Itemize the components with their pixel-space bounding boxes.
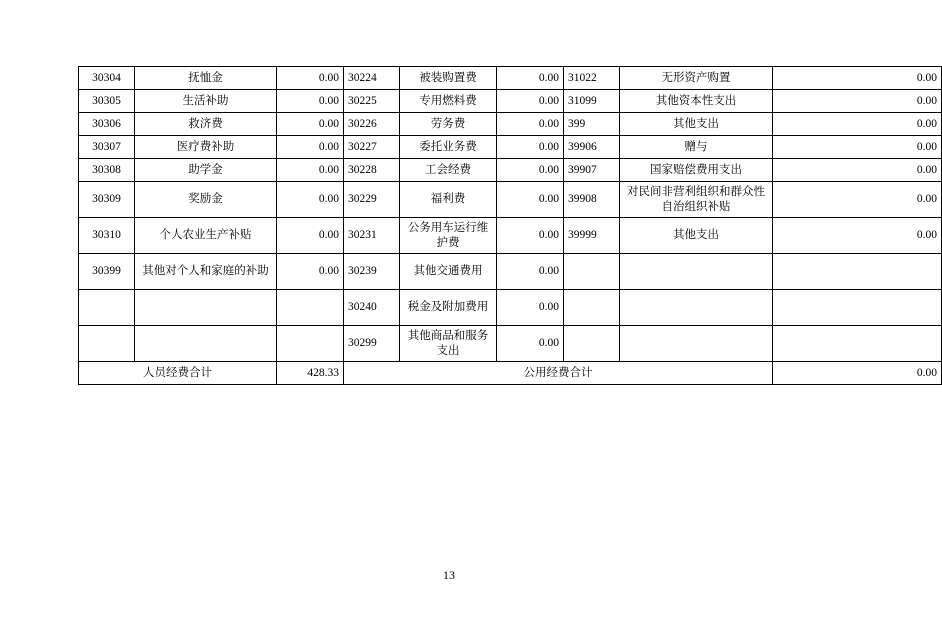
table-body (79, 67, 942, 385)
cell-value-other: 0.00 (773, 67, 942, 90)
cell-name-personnel: 个人农业生产补贴 (135, 218, 277, 254)
cell-code-public: 30229 (344, 182, 400, 218)
cell-value-public: 0.00 (497, 182, 564, 218)
cell-value-personnel: 0.00 (277, 254, 344, 290)
cell-name-personnel: 救济费 (135, 113, 277, 136)
cell-code-other: 39907 (564, 159, 620, 182)
table-row (79, 136, 942, 159)
cell-value-public: 0.00 (497, 218, 564, 254)
cell-value-other (773, 326, 942, 362)
cell-code-public: 30228 (344, 159, 400, 182)
cell-value-public: 0.00 (497, 136, 564, 159)
table-row (79, 254, 942, 290)
cell-name-other (620, 254, 773, 290)
cell-name-other (620, 290, 773, 326)
cell-name-personnel: 医疗费补助 (135, 136, 277, 159)
cell-code-public: 30224 (344, 67, 400, 90)
cell-code-other (564, 326, 620, 362)
cell-code-personnel: 30399 (79, 254, 135, 290)
cell-code-other: 39906 (564, 136, 620, 159)
cell-value-personnel: 0.00 (277, 90, 344, 113)
cell-name-personnel: 助学金 (135, 159, 277, 182)
public-total-label: 公用经费合计 (344, 362, 773, 385)
cell-name-public: 专用燃料费 (400, 90, 497, 113)
table-row (79, 182, 942, 218)
cell-value-public: 0.00 (497, 90, 564, 113)
cell-value-public: 0.00 (497, 326, 564, 362)
cell-value-personnel: 0.00 (277, 67, 344, 90)
cell-name-public: 工会经费 (400, 159, 497, 182)
cell-value-other: 0.00 (773, 182, 942, 218)
cell-code-other (564, 290, 620, 326)
cell-value-personnel (277, 290, 344, 326)
cell-name-public: 公务用车运行维护费 (400, 218, 497, 254)
cell-name-other (620, 326, 773, 362)
cell-name-other: 其他资本性支出 (620, 90, 773, 113)
cell-name-personnel: 抚恤金 (135, 67, 277, 90)
personnel-total-value: 428.33 (277, 362, 344, 385)
cell-value-other (773, 254, 942, 290)
cell-value-personnel: 0.00 (277, 113, 344, 136)
table-row (79, 113, 942, 136)
cell-value-personnel: 0.00 (277, 136, 344, 159)
cell-code-other: 39999 (564, 218, 620, 254)
cell-name-other: 赠与 (620, 136, 773, 159)
budget-table (78, 66, 942, 385)
table-row (79, 159, 942, 182)
public-total-value: 0.00 (773, 362, 942, 385)
cell-name-personnel: 生活补助 (135, 90, 277, 113)
cell-code-public: 30299 (344, 326, 400, 362)
cell-value-public: 0.00 (497, 159, 564, 182)
table-row (79, 290, 942, 326)
cell-name-public: 福利费 (400, 182, 497, 218)
cell-name-public: 劳务费 (400, 113, 497, 136)
cell-name-public: 被装购置费 (400, 67, 497, 90)
table-row (79, 326, 942, 362)
cell-code-personnel (79, 326, 135, 362)
cell-code-other (564, 254, 620, 290)
cell-code-public: 30226 (344, 113, 400, 136)
cell-value-personnel: 0.00 (277, 182, 344, 218)
cell-name-other: 对民间非营利组织和群众性自治组织补贴 (620, 182, 773, 218)
table-total-row (79, 362, 942, 385)
cell-code-other: 31099 (564, 90, 620, 113)
cell-value-other (773, 290, 942, 326)
cell-name-personnel (135, 326, 277, 362)
cell-code-personnel: 30306 (79, 113, 135, 136)
cell-name-personnel (135, 290, 277, 326)
cell-code-personnel (79, 290, 135, 326)
cell-code-public: 30227 (344, 136, 400, 159)
page-number: 13 (443, 568, 455, 582)
personnel-total-label: 人员经费合计 (79, 362, 277, 385)
cell-name-other: 其他支出 (620, 113, 773, 136)
cell-code-personnel: 30310 (79, 218, 135, 254)
cell-code-personnel: 30304 (79, 67, 135, 90)
cell-value-other: 0.00 (773, 159, 942, 182)
cell-value-personnel: 0.00 (277, 218, 344, 254)
cell-name-other: 无形资产购置 (620, 67, 773, 90)
cell-value-public: 0.00 (497, 113, 564, 136)
cell-name-personnel: 奖励金 (135, 182, 277, 218)
cell-code-public: 30239 (344, 254, 400, 290)
cell-name-other: 其他支出 (620, 218, 773, 254)
cell-code-public: 30225 (344, 90, 400, 113)
cell-value-personnel: 0.00 (277, 159, 344, 182)
table-row (79, 90, 942, 113)
cell-name-public: 税金及附加费用 (400, 290, 497, 326)
cell-code-personnel: 30305 (79, 90, 135, 113)
cell-code-other: 399 (564, 113, 620, 136)
cell-code-other: 39908 (564, 182, 620, 218)
table-row (79, 67, 942, 90)
cell-name-personnel: 其他对个人和家庭的补助 (135, 254, 277, 290)
cell-value-other: 0.00 (773, 136, 942, 159)
cell-name-public: 其他交通费用 (400, 254, 497, 290)
table-row (79, 218, 942, 254)
cell-name-public: 其他商品和服务支出 (400, 326, 497, 362)
cell-value-other: 0.00 (773, 90, 942, 113)
cell-value-personnel (277, 326, 344, 362)
cell-code-public: 30231 (344, 218, 400, 254)
cell-value-public: 0.00 (497, 290, 564, 326)
cell-code-personnel: 30308 (79, 159, 135, 182)
cell-value-other: 0.00 (773, 218, 942, 254)
cell-name-public: 委托业务费 (400, 136, 497, 159)
cell-value-other: 0.00 (773, 113, 942, 136)
cell-code-public: 30240 (344, 290, 400, 326)
cell-value-public: 0.00 (497, 254, 564, 290)
cell-code-personnel: 30307 (79, 136, 135, 159)
cell-value-public: 0.00 (497, 67, 564, 90)
cell-code-other: 31022 (564, 67, 620, 90)
cell-code-personnel: 30309 (79, 182, 135, 218)
cell-name-other: 国家赔偿费用支出 (620, 159, 773, 182)
